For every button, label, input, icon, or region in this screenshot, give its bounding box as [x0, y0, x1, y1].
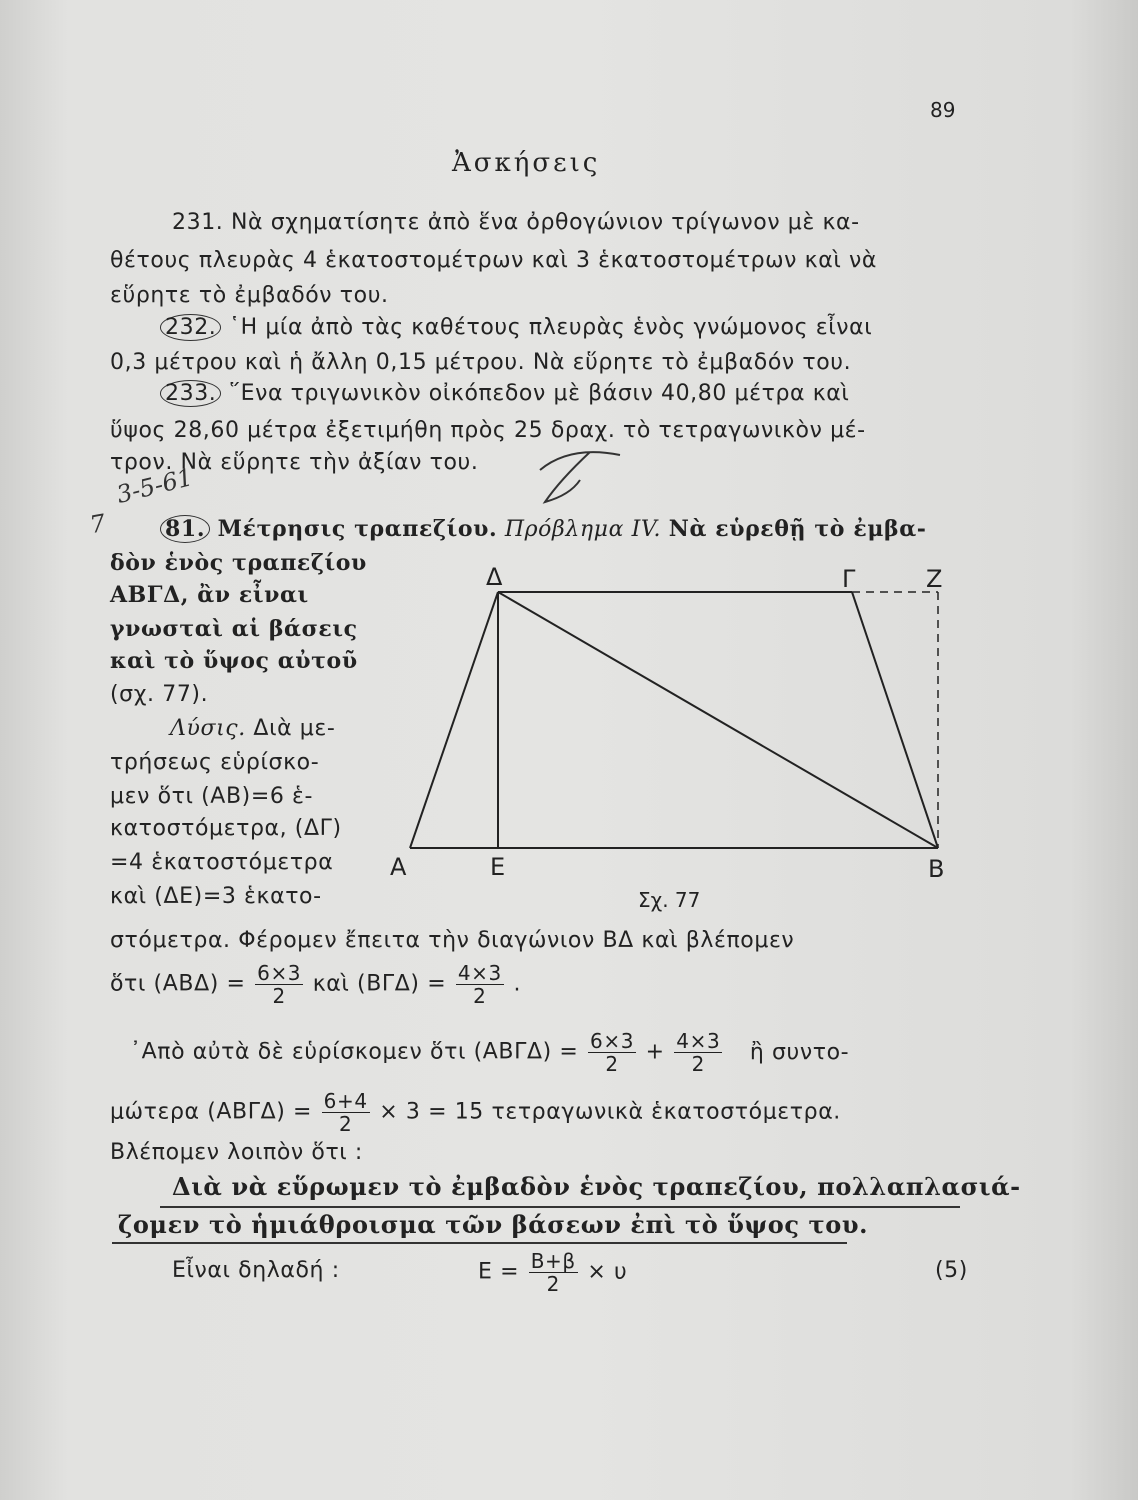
frac1-den: 2	[272, 984, 286, 1008]
formula-label: Εἶναι δηλαδή :	[172, 1258, 340, 1283]
section81-header	[160, 515, 927, 543]
section81-title: Μέτρησις τραπεζίου.	[217, 516, 498, 542]
ex232-line2: 0,3 μέτρου καὶ ἡ ἄλλη 0,15 μέτρου. Νὰ εὕρητε τὸ ἐμβαδόν του.	[110, 350, 852, 375]
frac6-num: Β+β	[530, 1249, 576, 1273]
left-line-4: καὶ τὸ ὕψος αὐτοῦ	[110, 648, 358, 674]
frac4-num: 4×3	[676, 1029, 721, 1053]
ex232-number-circled: 232.	[160, 314, 221, 341]
solution-line-3: μεν ὅτι (ΑΒ)=6 ἑ-	[110, 784, 314, 809]
formula-lhs: Ε =	[478, 1259, 520, 1285]
summary-underline-1	[160, 1206, 960, 1208]
section-heading: Ἀσκήσεις	[452, 148, 601, 178]
label-gamma: Γ	[842, 565, 856, 593]
ex232-text: ῾Η μία ἀπὸ τὰς καθέτους πλευρὰς ἑνὸς γνώμονος εἶναι	[228, 315, 873, 340]
body-line-a: στόμετρα. Φέρομεν ἔπειτα τὴν διαγώνιον ΒΔ καὶ βλέπομεν	[110, 928, 795, 953]
label-delta: Δ	[486, 563, 503, 591]
fraction-5	[322, 1090, 370, 1135]
solution-line-6: καὶ (ΔΕ)=3 ἑκατο-	[110, 884, 322, 909]
summary-line-1: Διὰ νὰ εὕρωμεν τὸ ἐμβαδὸν ἑνὸς τραπεζίου, πολλαπλασιά-	[172, 1172, 1021, 1201]
section81-statement-start: Νὰ εὑρεθῇ τὸ ἐμβα-	[668, 516, 927, 542]
handwritten-date: 3-5-61	[113, 463, 196, 509]
ex233-text: ῞Ενα τριγωνικὸν οἰκόπεδον μὲ βάσιν 40,80 μέτρα καὶ	[228, 381, 850, 406]
solution-first-line	[170, 716, 335, 741]
solution-line-4: κατοστόμετρα, (ΔΓ)	[110, 816, 342, 841]
ex231-line2: θέτους πλευρὰς 4 ἑκατοστομέτρων καὶ 3 ἑκατοστομέτρων καὶ νὰ	[110, 248, 877, 273]
equation-3	[110, 1090, 841, 1135]
label-z: Z	[926, 565, 943, 593]
ex232-line1	[160, 314, 872, 341]
side-AD	[410, 592, 498, 848]
frac6-den: 2	[546, 1272, 560, 1296]
eq1-prefix: ὅτι (ΑΒΔ) =	[110, 971, 246, 997]
fraction-2	[456, 962, 504, 1007]
eq2-end: ἢ συντο-	[749, 1039, 850, 1065]
ex231-line1: 231. Νὰ σχηματίσητε ἀπὸ ἕνα ὀρθογώνιον τρίγωνον μὲ κα-	[172, 210, 860, 235]
formula-number: (5)	[935, 1258, 968, 1283]
diagonal-BD	[498, 592, 938, 848]
section81-problem: Πρόβλημα IV.	[504, 517, 662, 542]
label-alpha: Α	[390, 853, 407, 881]
frac3-den: 2	[605, 1052, 619, 1076]
frac4-den: 2	[691, 1052, 705, 1076]
equation-1	[110, 962, 521, 1007]
eq3-prefix: μώτερα (ΑΒΓΔ) =	[110, 1099, 313, 1125]
ex231-line3: εὕρητε τὸ ἐμβαδόν του.	[110, 283, 389, 308]
label-beta: Β	[928, 855, 945, 883]
ex233-number-circled: 233.	[160, 380, 221, 407]
section81-number-circled: 81.	[160, 515, 210, 543]
ex233-line1	[160, 380, 849, 407]
trapezoid-figure	[380, 555, 970, 915]
frac5-den: 2	[339, 1112, 353, 1136]
left-line-1: δὸν ἑνὸς τραπεζίου	[110, 550, 367, 576]
eq3-end: × 3 = 15 τετραγωνικὰ ἑκατοστόμετρα.	[379, 1099, 841, 1125]
left-line-5: (σχ. 77).	[110, 682, 209, 707]
frac3-num: 6×3	[590, 1029, 635, 1053]
label-epsilon: Ε	[490, 853, 506, 881]
frac5-num: 6+4	[323, 1089, 368, 1113]
solution-line-2: τρήσεως εὑρίσκο-	[110, 750, 320, 775]
plus-sign: +	[645, 1039, 665, 1065]
left-line-3: γνωσταὶ αἱ βάσεις	[110, 616, 358, 642]
solution-line-5: =4 ἑκατοστόμετρα	[110, 850, 334, 875]
solution-label: Λύσις.	[170, 716, 246, 741]
formula	[478, 1250, 627, 1295]
frac2-num: 4×3	[457, 961, 502, 985]
formula-end: × υ	[587, 1259, 628, 1285]
ex233-line3: τρον. Νὰ εὕρητε τὴν ἀξίαν του.	[110, 450, 479, 475]
left-line-2: ΑΒΓΔ, ἂν εἶναι	[110, 582, 309, 608]
solution-line-1: Διὰ με-	[253, 716, 336, 741]
fraction-6	[529, 1250, 578, 1295]
fraction-1	[255, 962, 303, 1007]
eq2-prefix: ᾿Απὸ αὐτὰ δὲ εὑρίσκομεν ὅτι (ΑΒΓΔ) =	[130, 1039, 579, 1065]
eq1-end: .	[513, 971, 522, 997]
figure-caption: Σχ. 77	[638, 888, 701, 912]
side-BG	[852, 592, 938, 848]
summary-line-2: ζομεν τὸ ἡμιάθροισμα τῶν βάσεων ἐπὶ τὸ ὕψος του.	[118, 1210, 869, 1239]
equation-2	[130, 1030, 849, 1075]
fraction-3	[588, 1030, 636, 1075]
body-line-b: Βλέπομεν λοιπὸν ὅτι :	[110, 1140, 363, 1165]
page-number: 89	[930, 98, 956, 122]
summary-underline-2	[112, 1242, 847, 1244]
eq1-mid: καὶ (ΒΓΔ) =	[312, 971, 447, 997]
frac2-den: 2	[473, 984, 487, 1008]
handwritten-scribble	[530, 440, 630, 510]
fraction-4	[674, 1030, 722, 1075]
handwritten-mark: 7	[87, 508, 108, 540]
ex233-line2: ὕψος 28,60 μέτρα ἐξετιμήθη πρὸς 25 δραχ. τὸ τετραγωνικὸν μέ-	[110, 418, 866, 443]
frac1-num: 6×3	[257, 961, 302, 985]
